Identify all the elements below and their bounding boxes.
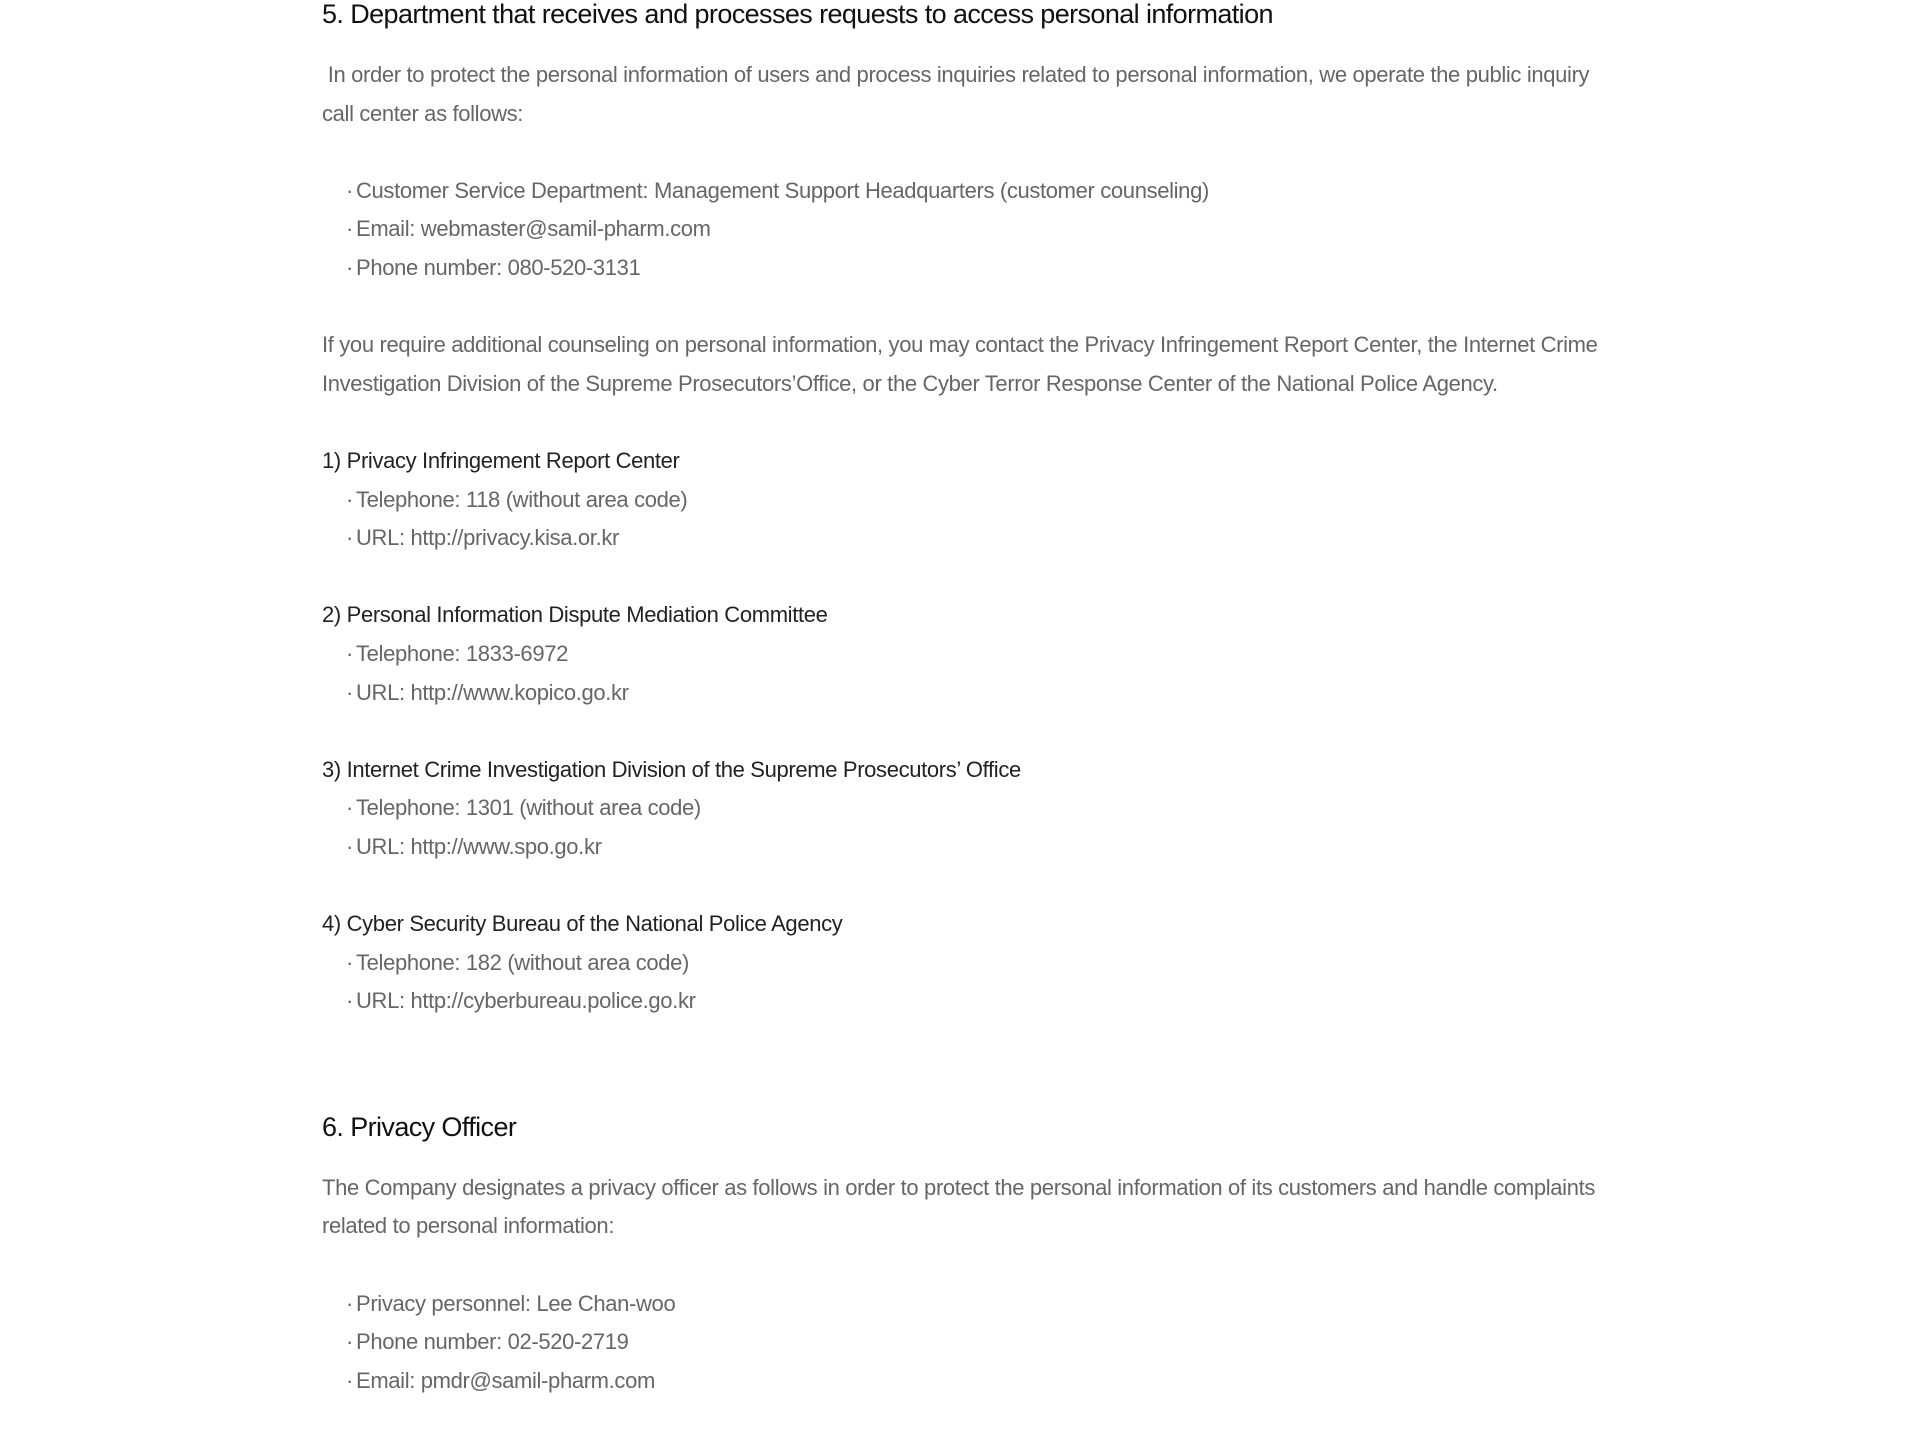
contact-item-email[interactable]: · Email: webmaster@samil-pharm.com [346,210,1612,249]
organization-telephone: · Telephone: 182 (without area code) [346,944,1612,983]
organization-title: 1) Privacy Infringement Report Center [322,447,680,473]
bullet-icon: · [346,795,353,821]
contact-item-phone: · Phone number: 080-520-3131 [346,249,1612,288]
organization-url[interactable]: · URL: http://www.kopico.go.kr [346,674,1612,713]
organization-supreme-prosecutors-office [322,751,1612,867]
organization-url[interactable]: · URL: http://privacy.kisa.or.kr [346,519,1612,558]
organization-dispute-mediation-committee [322,596,1612,712]
section-6-title: 6. Privacy Officer [322,1111,517,1142]
organization-title: 3) Internet Crime Investigation Division of the Supreme Prosecutors’ Office [322,756,1021,782]
officer-phone: · Phone number: 02-520-2719 [346,1323,1612,1362]
section-privacy-officer [322,1105,1612,1401]
bullet-icon: · [346,1367,353,1393]
bullet-icon: · [346,486,353,512]
organization-url[interactable]: · URL: http://cyberbureau.police.go.kr [346,982,1612,1021]
officer-name: · Privacy personnel: Lee Chan-woo [346,1285,1612,1324]
section-5-title: 5. Department that receives and processes requests to access personal information [322,0,1273,29]
privacy-policy-content [322,0,1612,1400]
bullet-icon: · [346,679,353,705]
contact-item-department: · Customer Service Department: Management Support Headquarters (customer counseling) [346,172,1612,211]
organization-title: 2) Personal Information Dispute Mediation Committee [322,602,828,628]
organization-telephone: · Telephone: 1833-6972 [346,635,1612,674]
organization-privacy-infringement-center [322,442,1612,558]
organization-url[interactable]: · URL: http://www.spo.go.kr [346,828,1612,867]
organization-cyber-security-bureau [322,905,1612,1021]
bullet-icon: · [346,949,353,975]
section-6-intro: The Company designates a privacy officer as follows in order to protect the personal information of its customers and handle complaints related to personal information: [322,1174,1596,1239]
section-department [322,0,1612,1021]
bullet-icon: · [346,216,353,242]
organization-telephone: · Telephone: 118 (without area code) [346,481,1612,520]
call-center-contact-list [322,172,1612,288]
bullet-icon: · [346,988,353,1014]
bullet-icon: · [346,833,353,859]
officer-email[interactable]: · Email: pmdr@samil-pharm.com [346,1362,1612,1401]
bullet-icon: · [346,525,353,551]
bullet-icon: · [346,177,353,203]
privacy-officer-details [322,1285,1612,1401]
bullet-icon: · [346,640,353,666]
additional-counseling-note: If you require additional counseling on personal information, you may contact the Privacy Infringement Report Center, the Internet Crime Investigation Division of the Supreme Prosecutors’Office, or the Cyber Terror Response Center of the National Police Agency. [322,332,1598,396]
organization-title: 4) Cyber Security Bureau of the National Police Agency [322,911,843,937]
bullet-icon: · [346,254,353,280]
bullet-icon: · [346,1329,353,1355]
bullet-icon: · [346,1290,353,1316]
section-5-intro: In order to protect the personal information of users and process inquiries related to personal information, we operate the public inquiry call center as follows: [322,62,1595,126]
organization-telephone: · Telephone: 1301 (without area code) [346,789,1612,828]
